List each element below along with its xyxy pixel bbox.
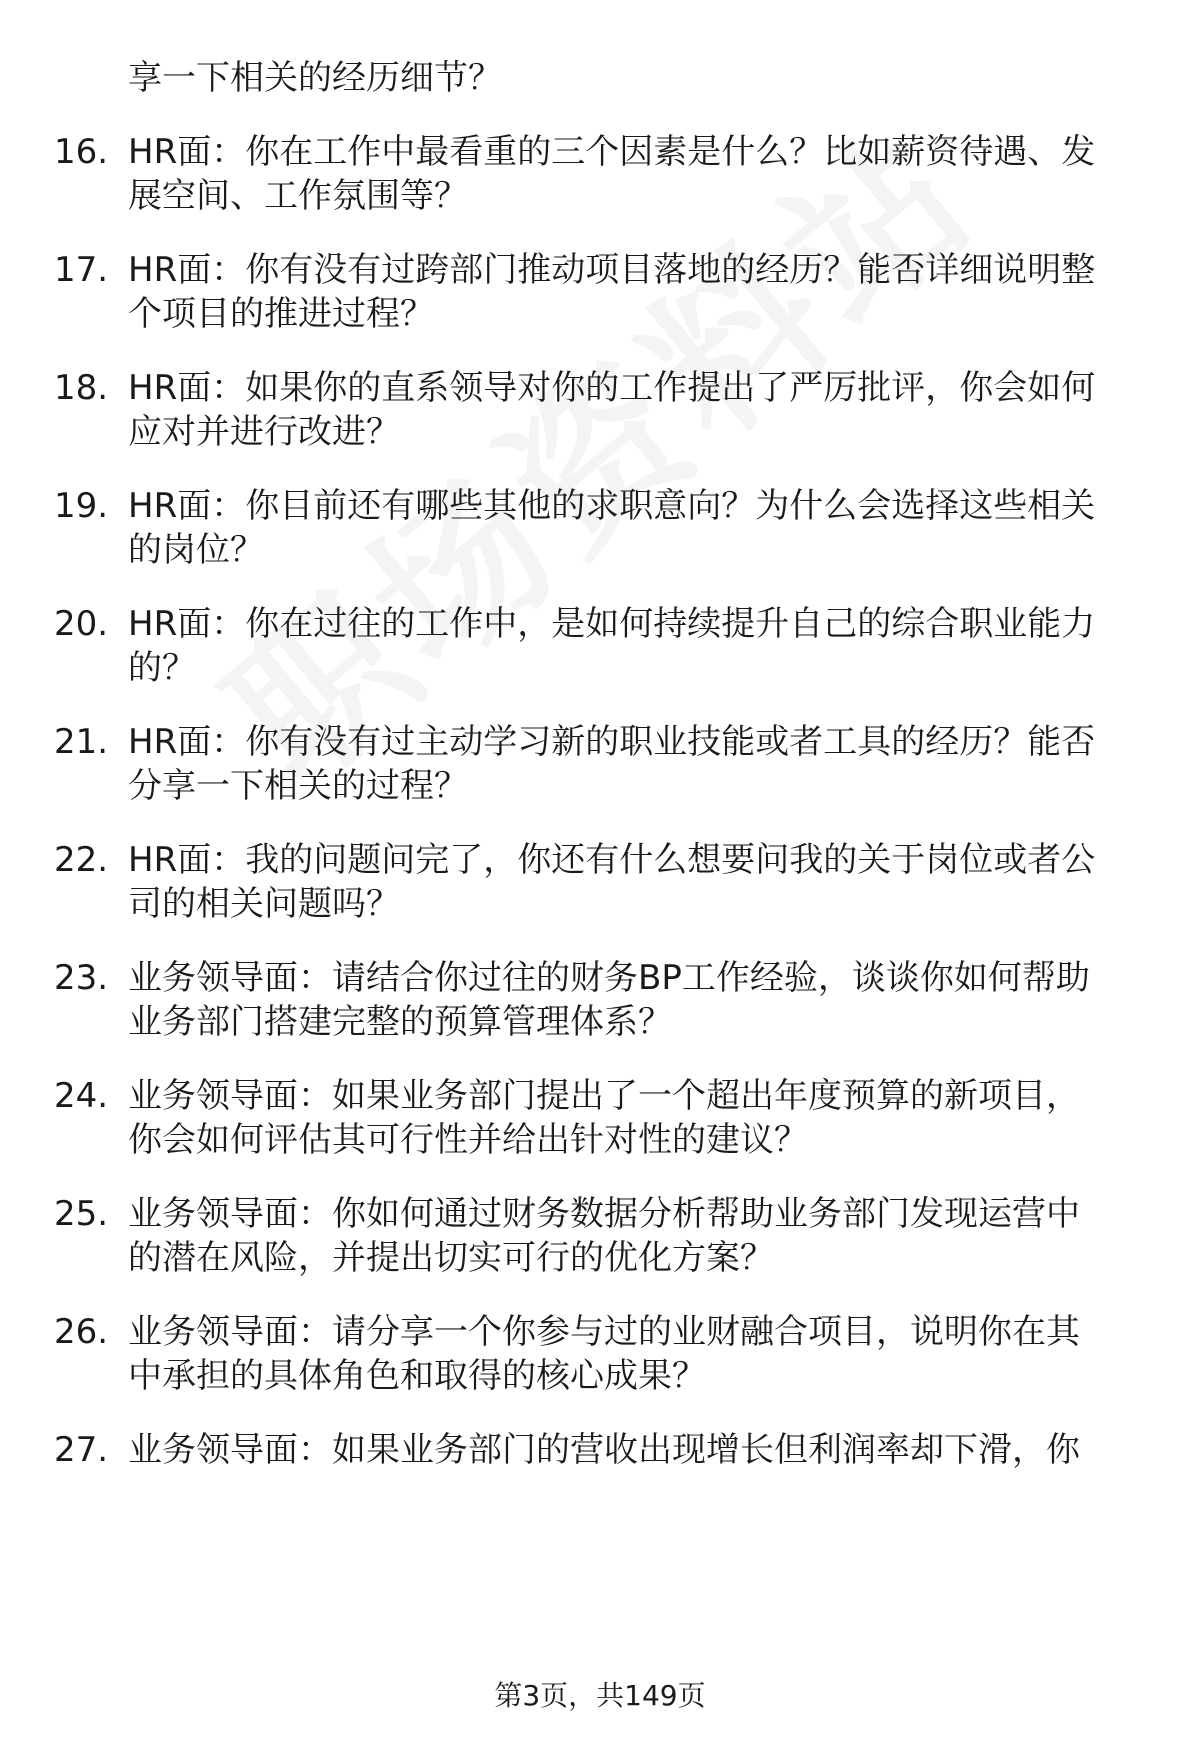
item-number: 27. xyxy=(54,1430,109,1470)
item-text-line1: HR面：你在过往的工作中，是如何持续提升自己的综合职业能力 xyxy=(128,604,1096,644)
item-text-line2: 分享一下相关的过程？ xyxy=(128,766,468,806)
item-text-line1: HR面：你目前还有哪些其他的求职意向？为什么会选择这些相关 xyxy=(128,486,1096,526)
item-text-line1: 业务领导面：请结合你过往的财务BP工作经验，谈谈你如何帮助 xyxy=(128,958,1090,998)
item-number: 21. xyxy=(54,722,109,762)
item-text-line2: 司的相关问题吗？ xyxy=(128,884,400,924)
item-text-line1: HR面：你在工作中最看重的三个因素是什么？比如薪资待遇、发 xyxy=(128,132,1096,172)
item-number: 23. xyxy=(54,958,109,998)
item-number: 26. xyxy=(54,1312,109,1352)
item-number: 19. xyxy=(54,486,109,526)
item-text-line1: HR面：你有没有过跨部门推动项目落地的经历？能否详细说明整 xyxy=(128,250,1096,290)
item-text-line2: 中承担的具体角色和取得的核心成果？ xyxy=(128,1356,706,1396)
item-text-line2: 个项目的推进过程？ xyxy=(128,294,434,334)
item-text-line1: HR面：我的问题问完了，你还有什么想要问我的关于岗位或者公 xyxy=(128,840,1096,880)
item-number: 22. xyxy=(54,840,109,880)
item-text-line2: 业务部门搭建完整的预算管理体系？ xyxy=(128,1002,672,1042)
continuation-line: 享一下相关的经历细节？ xyxy=(128,58,502,98)
item-text-line2: 展空间、工作氛围等？ xyxy=(128,176,468,216)
item-text-line2: 你会如何评估其可行性并给出针对性的建议？ xyxy=(128,1120,808,1160)
item-number: 17. xyxy=(54,250,109,290)
item-text-line2: 的潜在风险，并提出切实可行的优化方案？ xyxy=(128,1238,774,1278)
item-number: 16. xyxy=(54,132,109,172)
item-text-line2: 应对并进行改进？ xyxy=(128,412,400,452)
item-number: 25. xyxy=(54,1194,109,1234)
item-text-line1: 业务领导面：请分享一个你参与过的业财融合项目，说明你在其 xyxy=(128,1312,1080,1352)
item-text-line1: HR面：如果你的直系领导对你的工作提出了严厉批评，你会如何 xyxy=(128,368,1096,408)
item-number: 24. xyxy=(54,1076,109,1116)
item-text-line1: 业务领导面：如果业务部门的营收出现增长但利润率却下滑，你 xyxy=(128,1430,1080,1470)
item-text-line1: 业务领导面：如果业务部门提出了一个超出年度预算的新项目， xyxy=(128,1076,1080,1116)
item-number: 18. xyxy=(54,368,109,408)
item-number: 20. xyxy=(54,604,109,644)
item-text-line1: 业务领导面：你如何通过财务数据分析帮助业务部门发现运营中 xyxy=(128,1194,1080,1234)
item-text-line2: 的？ xyxy=(128,648,196,688)
page-footer: 第3页，共149页 xyxy=(494,1679,706,1712)
item-text-line1: HR面：你有没有过主动学习新的职业技能或者工具的经历？能否 xyxy=(128,722,1096,762)
item-text-line2: 的岗位？ xyxy=(128,530,264,570)
